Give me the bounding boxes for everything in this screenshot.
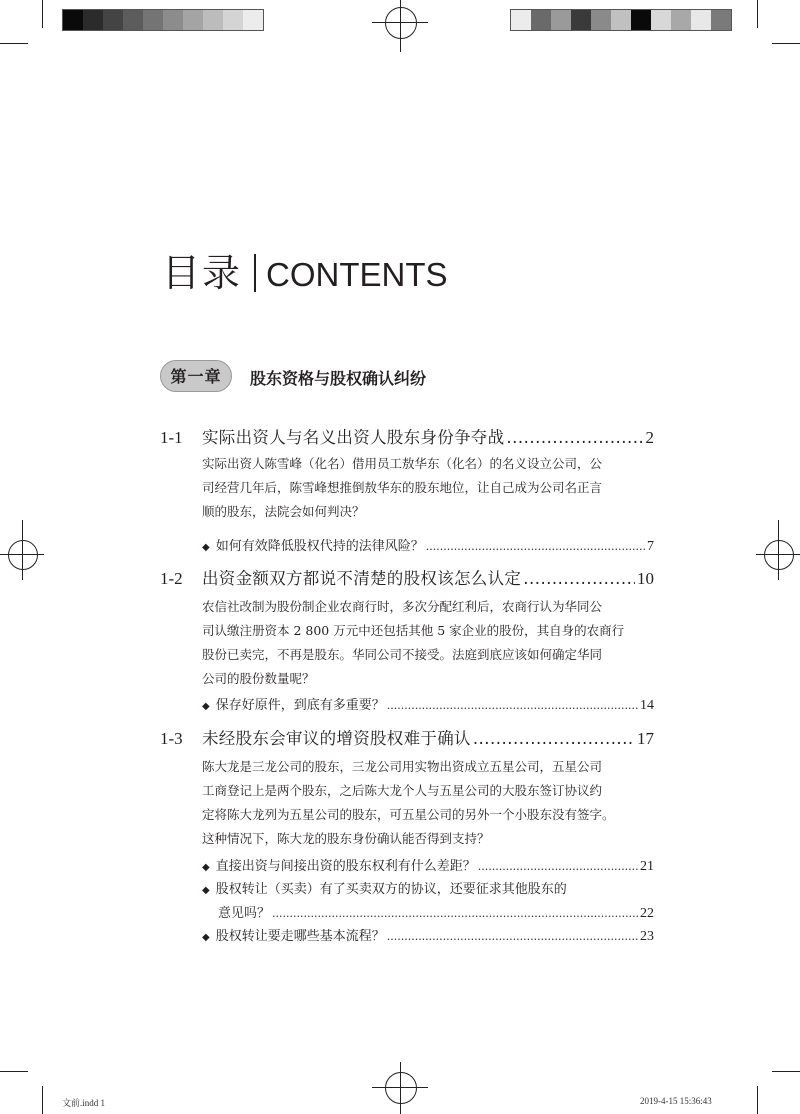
toc-entry[interactable] [160, 424, 654, 448]
entry-summary [202, 452, 652, 524]
subentry-page: 21 [640, 859, 654, 874]
color-swatch [123, 10, 143, 30]
entry-page: 10 [637, 569, 654, 588]
entry-number: 1-3 [160, 729, 183, 748]
color-bar-right [510, 9, 732, 31]
summary-line: 司认缴注册资本 2 800 万元中还包括其他 5 家企业的股份，其自身的农商行 [202, 623, 625, 638]
dot-leader [506, 428, 643, 447]
toc-subentry-continuation[interactable] [218, 902, 654, 922]
diamond-bullet-icon: ◆ [202, 862, 210, 873]
color-swatch [531, 10, 551, 30]
subentry-title: 股权转让（买卖）有了买卖双方的协议，还要征求其他股东的 [215, 882, 567, 897]
summary-line: 陈大龙是三龙公司的股东，三龙公司用实物出资成立五星公司，五星公司 [202, 759, 603, 774]
chapter-badge: 第一章 [160, 360, 232, 392]
diamond-bullet-icon: ◆ [202, 542, 210, 553]
summary-line: 定将陈大龙列为五星公司的股东，可五星公司的另外一个小股东没有签字。 [202, 807, 615, 822]
summary-line: 实际出资人陈雪峰（化名）借用员工敖华东（化名）的名义设立公司，公 [202, 456, 603, 471]
footer-filename: 文前.indd 1 [62, 1098, 106, 1108]
subentry-title: 股权转让要走哪些基本流程？ [215, 929, 385, 944]
color-swatch [223, 10, 243, 30]
subentry-title: 如何有效降低股权代持的法律风险？ [215, 539, 424, 554]
color-swatch [651, 10, 671, 30]
dot-leader [473, 729, 635, 748]
color-swatch [571, 10, 591, 30]
toc-subentry[interactable] [202, 925, 654, 945]
color-swatch [671, 10, 691, 30]
subentry-title: 直接出资与间接出资的股东权利有什么差距？ [215, 859, 476, 874]
summary-line: 公司的股份数量呢？ [202, 671, 315, 686]
entry-summary [202, 595, 652, 691]
diamond-bullet-icon: ◆ [202, 885, 210, 896]
summary-line: 工商登记上是两个股东，之后陈大龙个人与五星公司的大股东签订协议约 [202, 783, 603, 798]
color-swatch [183, 10, 203, 30]
color-swatch [83, 10, 103, 30]
summary-line: 这种情况下，陈大龙的股东身份确认能否得到支持？ [202, 831, 490, 846]
color-swatch [163, 10, 183, 30]
color-swatch [611, 10, 631, 30]
toc-subentry[interactable] [202, 855, 654, 875]
dot-leader [478, 859, 638, 874]
color-swatch [63, 10, 83, 30]
title-zh: 目录 [162, 251, 243, 295]
color-swatch [631, 10, 651, 30]
footer-timestamp: 2019-4-15 15:36:43 [640, 1096, 712, 1106]
color-swatch [691, 10, 711, 30]
entry-page: 17 [637, 729, 654, 748]
toc-entry[interactable] [160, 565, 654, 589]
entry-title: 未经股东会审议的增资股权难于确认 [202, 729, 471, 748]
toc-entry[interactable] [160, 725, 654, 749]
dot-leader [272, 906, 638, 921]
toc-subentry[interactable] [202, 535, 654, 555]
color-swatch [551, 10, 571, 30]
dot-leader [387, 698, 638, 713]
entry-title: 实际出资人与名义出资人股东身份争夺战 [202, 428, 505, 447]
toc-subentry[interactable] [202, 694, 654, 714]
toc-subentry[interactable] [202, 878, 654, 897]
diamond-bullet-icon: ◆ [202, 932, 210, 943]
summary-line: 股份已卖完，不再是股东。华同公司不接受。法庭到底应该如何确定华同 [202, 647, 603, 662]
color-swatch [243, 10, 263, 30]
summary-line: 农信社改制为股份制企业农商行时，多次分配红利后，农商行认为华同公 [202, 599, 603, 614]
page-title [162, 250, 448, 298]
color-swatch [103, 10, 123, 30]
subentry-title: 保存好原件，到底有多重要？ [215, 698, 385, 713]
entry-number: 1-2 [160, 569, 183, 588]
diamond-bullet-icon: ◆ [202, 701, 210, 712]
entry-page: 2 [645, 428, 654, 447]
dot-leader [523, 569, 635, 588]
entry-number: 1-1 [160, 428, 183, 447]
entry-summary [202, 755, 652, 851]
title-separator [254, 254, 256, 292]
subentry-page: 14 [640, 698, 654, 713]
dot-leader [387, 929, 638, 944]
color-swatch [203, 10, 223, 30]
subentry-page: 7 [647, 539, 654, 554]
color-swatch [143, 10, 163, 30]
chapter-title: 股东资格与股权确认纠纷 [250, 369, 427, 388]
color-swatch [511, 10, 531, 30]
summary-line: 司经营几年后，陈雪峰想推倒敖华东的股东地位，让自己成为公司名正言 [202, 480, 603, 495]
subentry-page: 23 [640, 929, 654, 944]
subentry-title-continued: 意见吗？ [218, 906, 271, 921]
color-swatch [591, 10, 611, 30]
title-en: CONTENTS [266, 256, 448, 293]
entry-title: 出资金额双方都说不清楚的股权该怎么认定 [202, 569, 522, 588]
color-bar-left [62, 9, 264, 31]
summary-line: 顺的股东，法院会如何判决？ [202, 504, 365, 519]
color-swatch [711, 10, 731, 30]
subentry-page: 22 [640, 906, 654, 921]
dot-leader [426, 539, 645, 554]
